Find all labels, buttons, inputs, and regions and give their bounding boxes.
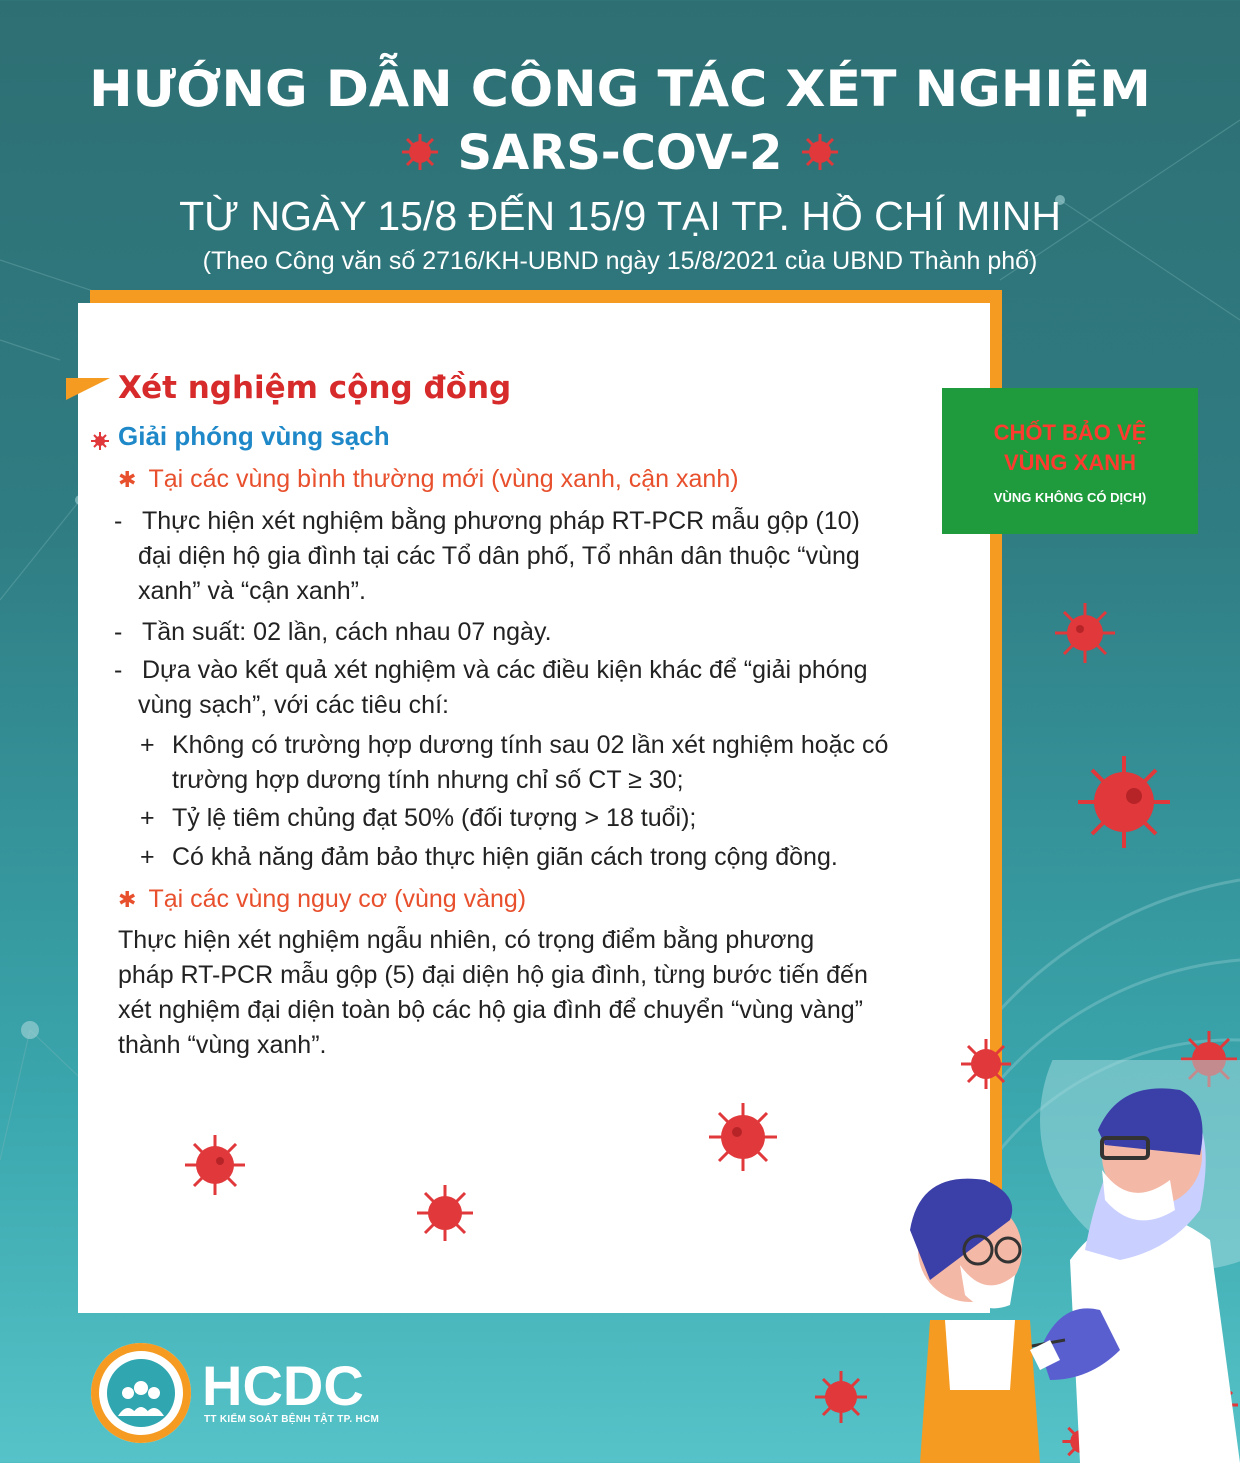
criteria-item xyxy=(140,801,696,836)
subsection-heading xyxy=(90,421,390,452)
criteria-item xyxy=(140,728,888,763)
group2-line3: xét nghiệm đại diện toàn bộ các hộ gia đình để chuyển “vùng vàng” xyxy=(118,996,863,1024)
criteria1-line1: Không có trường hợp dương tính sau 02 lần xét nghiệm hoặc có xyxy=(172,731,889,759)
header xyxy=(0,58,1240,277)
doctor-testing-illustration xyxy=(890,1060,1240,1463)
item3-line2: vùng sạch”, với các tiêu chí: xyxy=(138,691,449,719)
virus-icon xyxy=(90,427,110,447)
logo-subtitle: TT KIỂM SOÁT BỆNH TẬT TP. HCM xyxy=(204,1414,380,1425)
group2-line1: Thực hiện xét nghiệm ngẫu nhiên, có trọng điểm bằng phương xyxy=(118,926,815,954)
section-title: Xét nghiệm cộng đồng xyxy=(118,370,512,406)
criteria2-text: Tỷ lệ tiêm chủng đạt 50% (đối tượng > 18 tuổi); xyxy=(172,804,697,832)
list-item xyxy=(114,615,552,650)
sign-line3: VÙNG KHÔNG CÓ DỊCH) xyxy=(993,490,1147,505)
group2-line4: thành “vùng xanh”. xyxy=(118,1031,327,1059)
item1-line3: xanh” và “cận xanh”. xyxy=(138,577,366,605)
logo-name: HCDC xyxy=(202,1354,364,1417)
item3-line1: Dựa vào kết quả xét nghiệm và các điều kiện khác để “giải phóng xyxy=(142,656,868,684)
virus-icon xyxy=(400,127,440,185)
group2-heading xyxy=(118,885,526,914)
virus-icon xyxy=(812,1368,870,1426)
subsection-title: Giải phóng vùng sạch xyxy=(118,421,390,451)
plus-mark: + xyxy=(140,731,155,759)
virus-icon xyxy=(1052,600,1118,666)
reference-note: (Theo Công văn số 2716/KH-UBND ngày 15/8/2021 của UBND Thành phố) xyxy=(202,247,1038,275)
main-title: HƯỚNG DẪN CÔNG TÁC XÉT NGHIỆM xyxy=(89,60,1151,118)
item1-line2: đại diện hộ gia đình tại các Tổ dân phố, Tổ nhân dân thuộc “vùng xyxy=(138,542,860,570)
dash-mark: - xyxy=(114,618,123,646)
group2-line2: pháp RT-PCR mẫu gộp (5) đại diện hộ gia đình, từng bước tiến đến xyxy=(118,961,868,989)
dash-mark: - xyxy=(114,507,123,535)
list-item xyxy=(114,653,868,688)
virus-icon xyxy=(800,127,840,185)
criteria-item xyxy=(140,840,838,875)
virus-icon xyxy=(414,1182,476,1244)
virus-icon xyxy=(182,1132,248,1198)
sign-line2: VÙNG XANH xyxy=(1003,450,1136,475)
date-range-subtitle: TỪ NGÀY 15/8 ĐẾN 15/9 TẠI TP. HỒ CHÍ MINH xyxy=(179,193,1061,239)
list-item xyxy=(114,504,944,539)
item2-text: Tần suất: 02 lần, cách nhau 07 ngày. xyxy=(142,618,552,646)
dash-mark: - xyxy=(114,656,123,684)
criteria3-text: Có khả năng đảm bảo thực hiện giãn cách trong cộng đồng. xyxy=(172,843,838,871)
virus-icon xyxy=(1074,752,1174,852)
group1-heading-text: Tại các vùng bình thường mới (vùng xanh, cận xanh) xyxy=(148,465,739,493)
group1-heading xyxy=(118,465,739,494)
virus-title xyxy=(0,124,1240,185)
virus-title-text: SARS-COV-2 xyxy=(457,125,783,181)
hcdc-logo-icon xyxy=(86,1338,196,1448)
asterisk-icon: ✱ xyxy=(118,466,137,492)
criteria1-line2: trường hợp dương tính nhưng chỉ số CT ≥ 30; xyxy=(172,766,684,794)
asterisk-icon: ✱ xyxy=(118,886,137,912)
plus-mark: + xyxy=(140,804,155,832)
item1-line1: Thực hiện xét nghiệm bằng phương pháp RT-PCR mẫu gộp (10) xyxy=(142,507,860,535)
group2-heading-text: Tại các vùng nguy cơ (vùng vàng) xyxy=(148,885,527,913)
sign-line1: CHỐT BẢO VỆ xyxy=(993,420,1147,445)
virus-icon xyxy=(706,1100,780,1174)
plus-mark: + xyxy=(140,843,155,871)
green-zone-sign xyxy=(942,388,1198,534)
corner-accent xyxy=(66,378,110,400)
